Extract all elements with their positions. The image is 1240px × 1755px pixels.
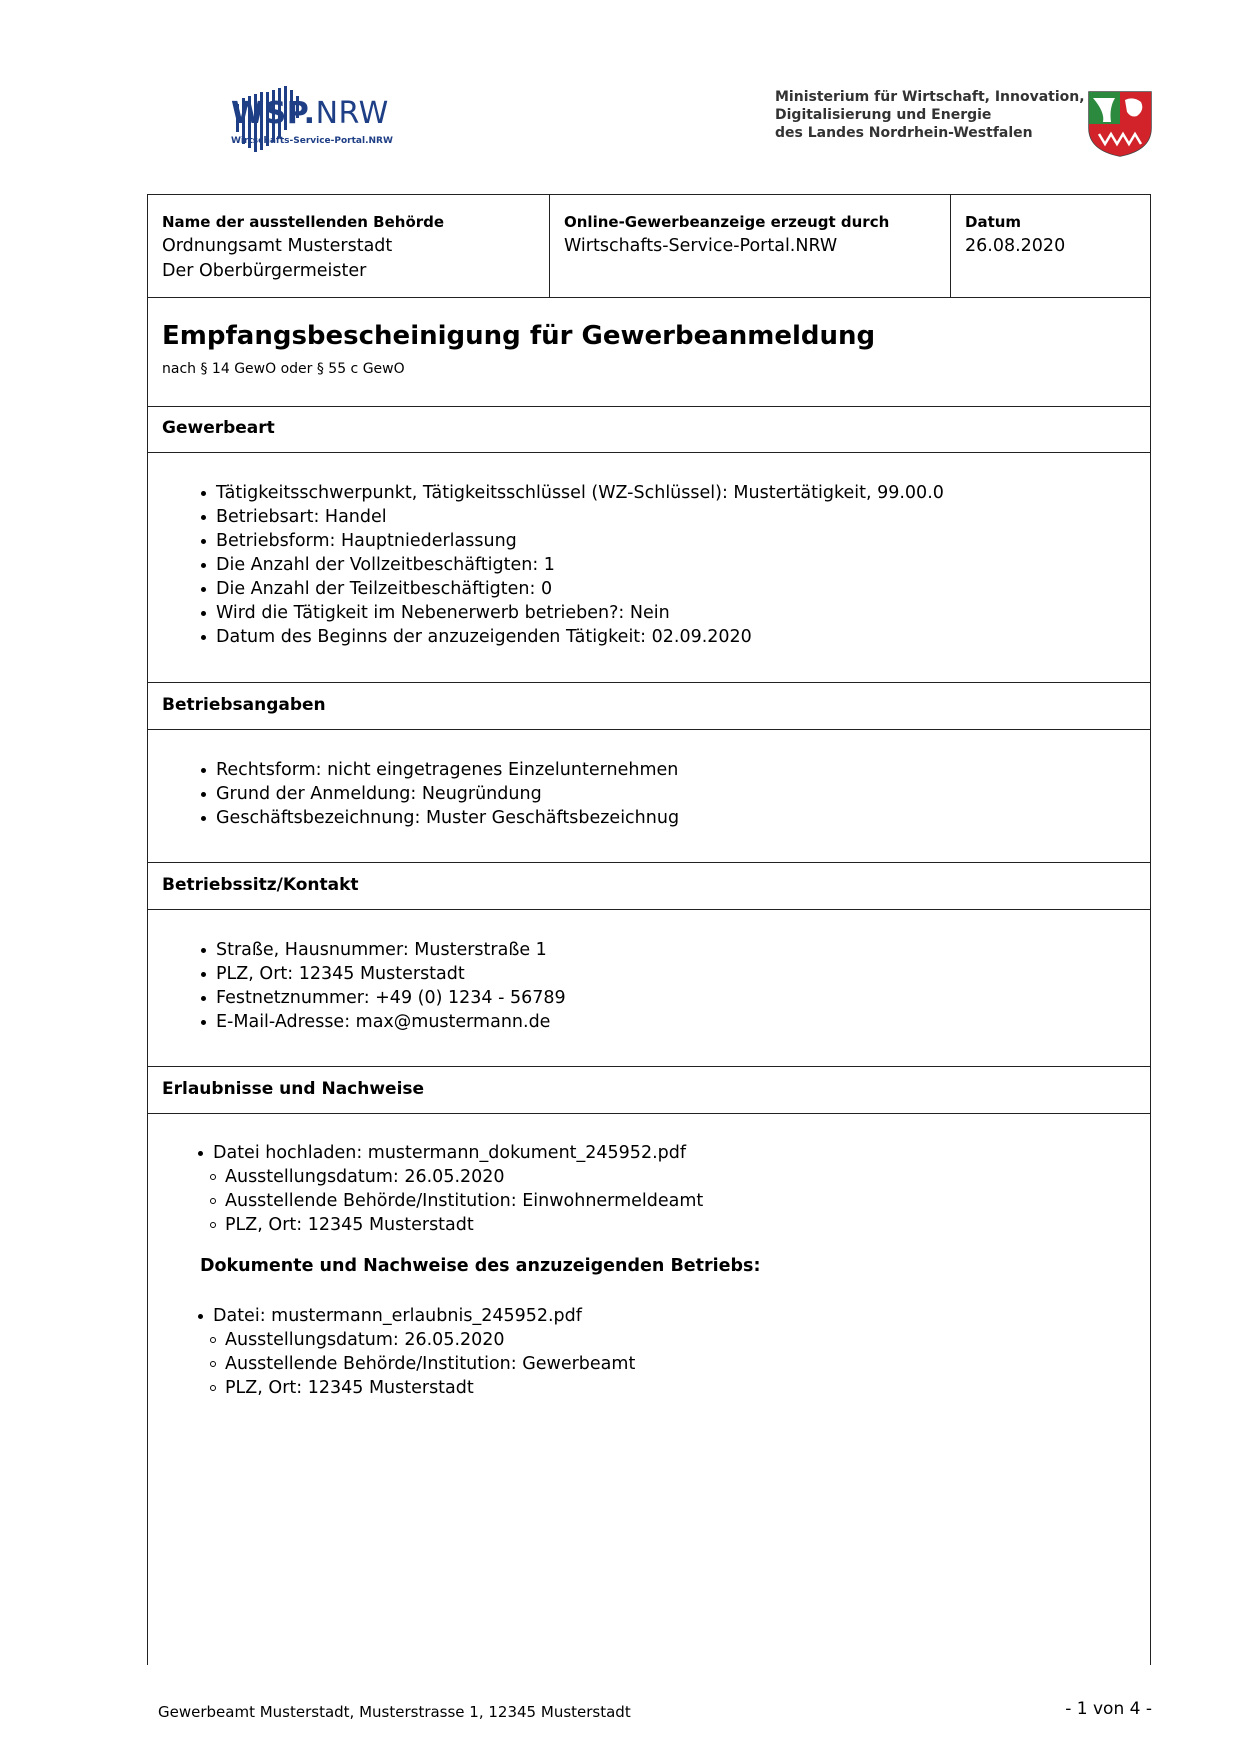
- list-item: Grund der Anmeldung: Neugründung: [216, 782, 679, 806]
- authority-label: Name der ausstellenden Behörde: [162, 213, 445, 231]
- section-body-gewerbeart: [148, 453, 1150, 683]
- list-item: PLZ, Ort: 12345 Musterstadt: [216, 962, 566, 986]
- betriebsangaben-list: [216, 758, 679, 830]
- date-label: Datum: [965, 213, 1022, 231]
- document-frame: [147, 194, 1151, 1665]
- list-item: Datei: mustermann_erlaubnis_245952.pdf: [213, 1304, 635, 1328]
- list-item: Straße, Hausnummer: Musterstraße 1: [216, 938, 566, 962]
- list-item: Ausstellende Behörde/Institution: Einwohnermeldeamt: [225, 1191, 704, 1211]
- list-item: Die Anzahl der Teilzeitbeschäftigten: 0: [216, 577, 944, 601]
- section-body-betriebssitz: [148, 910, 1150, 1067]
- authority-cell: [148, 195, 550, 297]
- list-item: Betriebsform: Hauptniederlassung: [216, 529, 944, 553]
- list-item: Wird die Tätigkeit im Nebenerwerb betrieben?: Nein: [216, 601, 944, 625]
- list-item: PLZ, Ort: 12345 Musterstadt: [225, 1213, 703, 1237]
- page-number: - 1 von 4 -: [1065, 1699, 1152, 1719]
- list-item: Datum des Beginns der anzuzeigenden Tätigkeit: 02.09.2020: [216, 625, 944, 649]
- date-value: 26.08.2020: [965, 236, 1066, 256]
- documents-list: [213, 1304, 635, 1400]
- betriebssitz-list: [216, 938, 566, 1034]
- list-item: Rechtsform: nicht eingetragenes Einzelunternehmen: [216, 760, 679, 780]
- info-header-row: [148, 195, 1150, 298]
- generated-label: Online-Gewerbeanzeige erzeugt durch: [564, 213, 890, 231]
- authority-value: Ordnungsamt Musterstadt Der Oberbürgermeister: [162, 236, 393, 281]
- list-item: Datei hochladen: mustermann_dokument_245952.pdf: [213, 1141, 703, 1165]
- section-heading-erlaubnisse: Erlaubnisse und Nachweise: [148, 1067, 1150, 1114]
- upload-list: [213, 1141, 703, 1237]
- ministry-name: Ministerium für Wirtschaft, Innovation, Digitalisierung und Energie des Landes Nordrhein-Westfalen: [775, 89, 1085, 141]
- wsp-logo-subtitle: Wirtschafts-Service-Portal.NRW: [231, 136, 393, 146]
- generated-cell: [550, 195, 951, 297]
- section-heading-betriebssitz: Betriebssitz/Kontakt: [148, 863, 1150, 910]
- list-item: Festnetznummer: +49 (0) 1234 - 56789: [216, 988, 566, 1008]
- list-item: PLZ, Ort: 12345 Musterstadt: [225, 1376, 635, 1400]
- list-item: Geschäftsbezeichnung: Muster Geschäftsbezeichnug: [216, 808, 680, 828]
- generated-value: Wirtschafts-Service-Portal.NRW: [564, 236, 838, 256]
- list-item: Tätigkeitsschwerpunkt, Tätigkeitsschlüssel (WZ-Schlüssel): Mustertätigkeit, 99.00.0: [216, 483, 944, 503]
- document-subtitle: nach § 14 GewO oder § 55 c GewO: [162, 361, 405, 377]
- list-item: E-Mail-Adresse: max@mustermann.de: [216, 1010, 566, 1034]
- documents-heading: Dokumente und Nachweise des anzuzeigenden Betriebs:: [200, 1256, 761, 1276]
- list-item: Die Anzahl der Vollzeitbeschäftigten: 1: [216, 553, 944, 577]
- list-item: Ausstellungsdatum: 26.05.2020: [225, 1328, 635, 1352]
- section-heading-betriebsangaben: Betriebsangaben: [148, 683, 1150, 730]
- list-item: Ausstellende Behörde/Institution: Gewerbeamt: [225, 1354, 636, 1374]
- list-item: Betriebsart: Handel: [216, 505, 944, 529]
- wsp-logo-title: WSP.NRW: [231, 96, 389, 131]
- footer-address: Gewerbeamt Musterstadt, Musterstrasse 1, 12345 Musterstadt: [158, 1703, 631, 1721]
- list-item: Ausstellungsdatum: 26.05.2020: [225, 1165, 703, 1189]
- date-cell: [951, 195, 1151, 297]
- document-title: Empfangsbescheinigung für Gewerbeanmeldung: [162, 321, 876, 351]
- gewerbeart-list: [216, 481, 944, 649]
- section-body-betriebsangaben: [148, 730, 1150, 863]
- nrw-coat-of-arms-icon: [1085, 88, 1155, 158]
- section-heading-gewerbeart: Gewerbeart: [148, 406, 1150, 453]
- title-block: [148, 297, 1150, 407]
